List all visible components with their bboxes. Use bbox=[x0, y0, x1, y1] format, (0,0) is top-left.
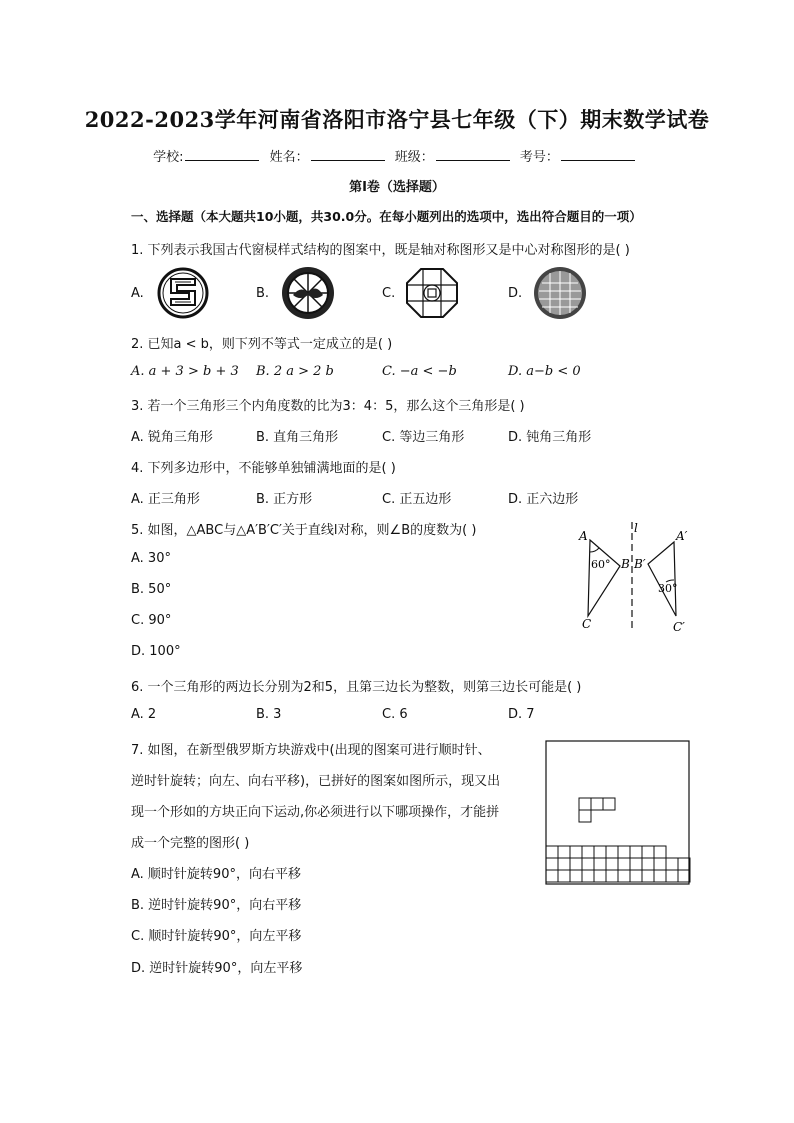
stack-cell bbox=[594, 870, 606, 882]
q3-option-c[interactable]: C. 等边三角形 bbox=[382, 430, 465, 445]
q7-option-b[interactable]: B. 逆时针旋转90°，向右平移 bbox=[131, 898, 302, 913]
school-blank[interactable] bbox=[185, 148, 259, 161]
stack-cell bbox=[666, 870, 678, 882]
stack-cell bbox=[546, 846, 558, 858]
q1-option-a-label: A. bbox=[131, 286, 144, 301]
q5-stem: 5. 如图，△ABC与△A′B′C′关于直线l对称，则∠B的度数为( ) bbox=[131, 523, 477, 538]
q2-option-a[interactable]: A. a + 3 > b + 3 bbox=[131, 364, 239, 379]
q1-option-d-label: D. bbox=[508, 286, 523, 301]
label-b: B bbox=[621, 557, 630, 571]
stack-cell bbox=[606, 846, 618, 858]
stack-cell bbox=[558, 846, 570, 858]
stack-cell bbox=[606, 858, 618, 870]
stack-cell bbox=[582, 858, 594, 870]
stack-cell bbox=[570, 858, 582, 870]
stack-cell bbox=[546, 858, 558, 870]
exam-no-blank[interactable] bbox=[561, 148, 635, 161]
window-pattern-d-icon bbox=[532, 265, 588, 321]
class-label: 班级： bbox=[394, 150, 434, 165]
label-l: l bbox=[634, 522, 638, 535]
stack-cell bbox=[642, 858, 654, 870]
q4-option-c[interactable]: C. 正五边形 bbox=[382, 492, 452, 507]
q2-stem: 2. 已知a < b，则下列不等式一定成立的是( ) bbox=[131, 337, 393, 352]
q4-stem: 4. 下列多边形中，不能够单独铺满地面的是( ) bbox=[131, 461, 396, 476]
q7-stem-line3: 现一个形如的方块正向下运动,你必须进行以下哪项操作，才能拼 bbox=[131, 805, 500, 820]
stack-cell bbox=[654, 858, 666, 870]
stack-cell bbox=[582, 846, 594, 858]
q5-option-b[interactable]: B. 50° bbox=[131, 582, 172, 597]
q7-option-d[interactable]: D. 逆时针旋转90°，向左平移 bbox=[131, 961, 303, 976]
q7-stem-line1: 7. 如图，在新型俄罗斯方块游戏中(出现的图案可进行顺时针、 bbox=[131, 743, 491, 758]
stack-cell bbox=[666, 858, 678, 870]
label-c: C bbox=[582, 617, 592, 631]
class-blank[interactable] bbox=[436, 148, 510, 161]
stacked-blocks bbox=[546, 846, 690, 882]
q7-tetris-figure bbox=[545, 740, 691, 886]
school-label: 学校: bbox=[153, 150, 184, 165]
stack-cell bbox=[654, 870, 666, 882]
window-pattern-b-icon bbox=[279, 265, 337, 321]
name-blank[interactable] bbox=[311, 148, 385, 161]
label-a-prime: A′ bbox=[676, 529, 688, 543]
stack-cell bbox=[630, 846, 642, 858]
stack-cell bbox=[570, 870, 582, 882]
falling-block bbox=[579, 798, 615, 822]
q3-stem: 3. 若一个三角形三个内角度数的比为3：4：5，那么这个三角形是( ) bbox=[131, 399, 525, 414]
stack-cell bbox=[618, 870, 630, 882]
stack-cell bbox=[558, 858, 570, 870]
stack-cell bbox=[594, 846, 606, 858]
q3-option-a[interactable]: A. 锐角三角形 bbox=[131, 430, 213, 445]
stack-cell bbox=[678, 858, 690, 870]
q5-option-a[interactable]: A. 30° bbox=[131, 551, 171, 566]
stack-cell bbox=[618, 858, 630, 870]
q3-option-b[interactable]: B. 直角三角形 bbox=[256, 430, 339, 445]
stack-cell bbox=[642, 870, 654, 882]
student-info-line bbox=[0, 146, 794, 165]
q4-option-b[interactable]: B. 正方形 bbox=[256, 492, 313, 507]
label-c-prime: C′ bbox=[673, 620, 685, 634]
q5-symmetry-figure bbox=[572, 522, 698, 640]
q4-option-d[interactable]: D. 正六边形 bbox=[508, 492, 579, 507]
q6-option-c[interactable]: C. 6 bbox=[382, 707, 408, 722]
section-title: 第Ⅰ卷（选择题） bbox=[349, 180, 445, 195]
q6-option-d[interactable]: D. 7 bbox=[508, 707, 535, 722]
stack-cell bbox=[630, 870, 642, 882]
stack-cell bbox=[678, 870, 690, 882]
part1-header: 一、选择题（本大题共10小题，共30.0分。在每小题列出的选项中，选出符合题目的一项） bbox=[131, 209, 642, 224]
q2-option-b[interactable]: B. 2 a > 2 b bbox=[256, 364, 334, 379]
stack-cell bbox=[582, 870, 594, 882]
exam-no-label: 考号： bbox=[519, 150, 559, 165]
q6-option-b[interactable]: B. 3 bbox=[256, 707, 282, 722]
stack-cell bbox=[630, 858, 642, 870]
name-label: 姓名： bbox=[269, 150, 309, 165]
q6-stem: 6. 一个三角形的两边长分别为2和5，且第三边长为整数，则第三边长可能是( ) bbox=[131, 680, 582, 695]
q2-option-d[interactable]: D. a−b < 0 bbox=[508, 364, 581, 379]
stack-cell bbox=[654, 846, 666, 858]
angle-60-label: 60° bbox=[591, 558, 611, 571]
label-b-prime: B′ bbox=[634, 557, 646, 571]
q5-option-c[interactable]: C. 90° bbox=[131, 613, 172, 628]
window-pattern-a-icon bbox=[155, 267, 211, 319]
exam-title: 2022-2023学年河南省洛阳市洛宁县七年级（下）期末数学试卷 bbox=[84, 107, 710, 132]
triangle-a2b2c2 bbox=[648, 542, 676, 616]
q6-option-a[interactable]: A. 2 bbox=[131, 707, 157, 722]
stack-cell bbox=[558, 870, 570, 882]
q7-option-a[interactable]: A. 顺时针旋转90°，向右平移 bbox=[131, 867, 301, 882]
q7-stem-line2: 逆时针旋转；向左、向右平移)，已拼好的图案如图所示，现又出 bbox=[131, 774, 501, 789]
stack-cell bbox=[570, 846, 582, 858]
q3-option-d[interactable]: D. 钝角三角形 bbox=[508, 430, 592, 445]
q4-option-a[interactable]: A. 正三角形 bbox=[131, 492, 200, 507]
window-pattern-c-icon bbox=[404, 266, 460, 320]
q2-option-c[interactable]: C. −a < −b bbox=[382, 364, 457, 379]
stack-cell bbox=[618, 846, 630, 858]
angle-30-label: 30° bbox=[658, 582, 678, 595]
stack-cell bbox=[546, 870, 558, 882]
stack-cell bbox=[606, 870, 618, 882]
q7-stem-line4: 成一个完整的图形( ) bbox=[131, 836, 250, 851]
label-a: A bbox=[579, 529, 588, 543]
q5-option-d[interactable]: D. 100° bbox=[131, 644, 181, 659]
q7-option-c[interactable]: C. 顺时针旋转90°，向左平移 bbox=[131, 929, 302, 944]
stack-cell bbox=[594, 858, 606, 870]
q1-option-c-label: C. bbox=[382, 286, 396, 301]
q1-option-b-label: B. bbox=[256, 286, 270, 301]
q1-stem: 1. 下列表示我国古代窗棂样式结构的图案中，既是轴对称图形又是中心对称图形的是( ) bbox=[131, 243, 630, 258]
stack-cell bbox=[642, 846, 654, 858]
